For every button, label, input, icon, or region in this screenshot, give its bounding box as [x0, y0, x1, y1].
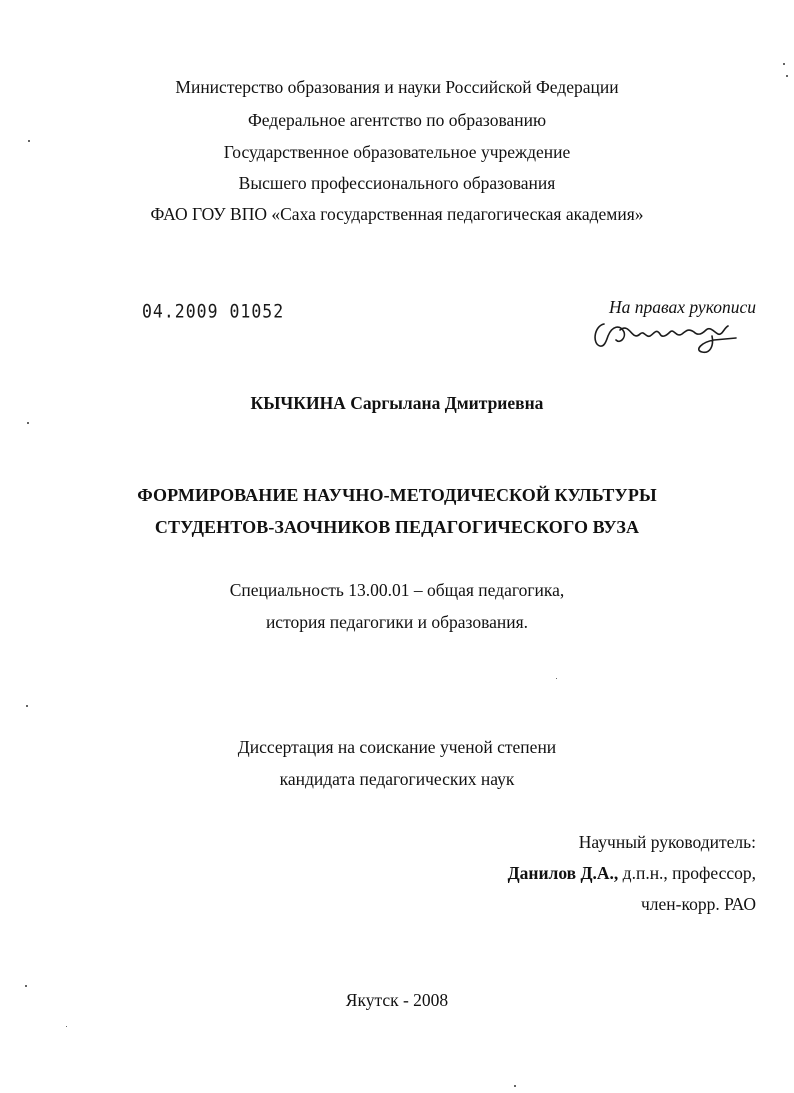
scan-speck: [26, 705, 28, 707]
degree-line1: Диссертация на соискание ученой степени: [237, 737, 557, 757]
supervisor-name-line: [508, 863, 756, 884]
ministry-line: Министерство образования и науки Российской Федерации: [175, 77, 619, 97]
scan-speck: [28, 140, 30, 142]
scan-speck: [786, 75, 788, 77]
scan-speck: [556, 678, 557, 679]
degree-line2: кандидата педагогических наук: [279, 769, 515, 789]
supervisor-credentials: д.п.н., профессор,: [618, 863, 756, 883]
scan-speck: [27, 422, 29, 424]
scan-speck: [783, 63, 785, 65]
education-level-line: Высшего профессионального образования: [238, 173, 556, 193]
thesis-title-line1: ФОРМИРОВАНИЕ НАУЧНО-МЕТОДИЧЕСКОЙ КУЛЬТУРЫ: [137, 485, 657, 505]
supervisor-name: Данилов Д.А.,: [507, 863, 619, 883]
specialty-line2: история педагогики и образования.: [265, 612, 529, 632]
scan-speck: [514, 1085, 516, 1087]
scan-speck: [66, 1026, 67, 1027]
specialty-line1: Специальность 13.00.01 – общая педагогика,: [229, 580, 565, 600]
place-year: Якутск - 2008: [345, 990, 449, 1010]
archive-code: 04.2009 01052: [142, 300, 285, 322]
agency-line: Федеральное агентство по образованию: [247, 110, 547, 130]
academy-line: ФАО ГОУ ВПО «Саха государственная педагогическая академия»: [150, 204, 644, 224]
author-given-names: Саргылана Дмитриевна: [350, 393, 544, 413]
manuscript-note: На правах рукописи: [609, 297, 756, 317]
supervisor-label: Научный руководитель:: [578, 832, 756, 852]
signature: [590, 316, 740, 356]
author-name: [0, 393, 794, 414]
author-surname: КЫЧКИНА: [250, 393, 346, 413]
thesis-title-line2: СТУДЕНТОВ-ЗАОЧНИКОВ ПЕДАГОГИЧЕСКОГО ВУЗА: [154, 517, 640, 537]
scan-speck: [25, 985, 27, 987]
institution-type-line: Государственное образовательное учреждение: [223, 142, 571, 162]
supervisor-title: член-корр. РАО: [640, 894, 756, 914]
